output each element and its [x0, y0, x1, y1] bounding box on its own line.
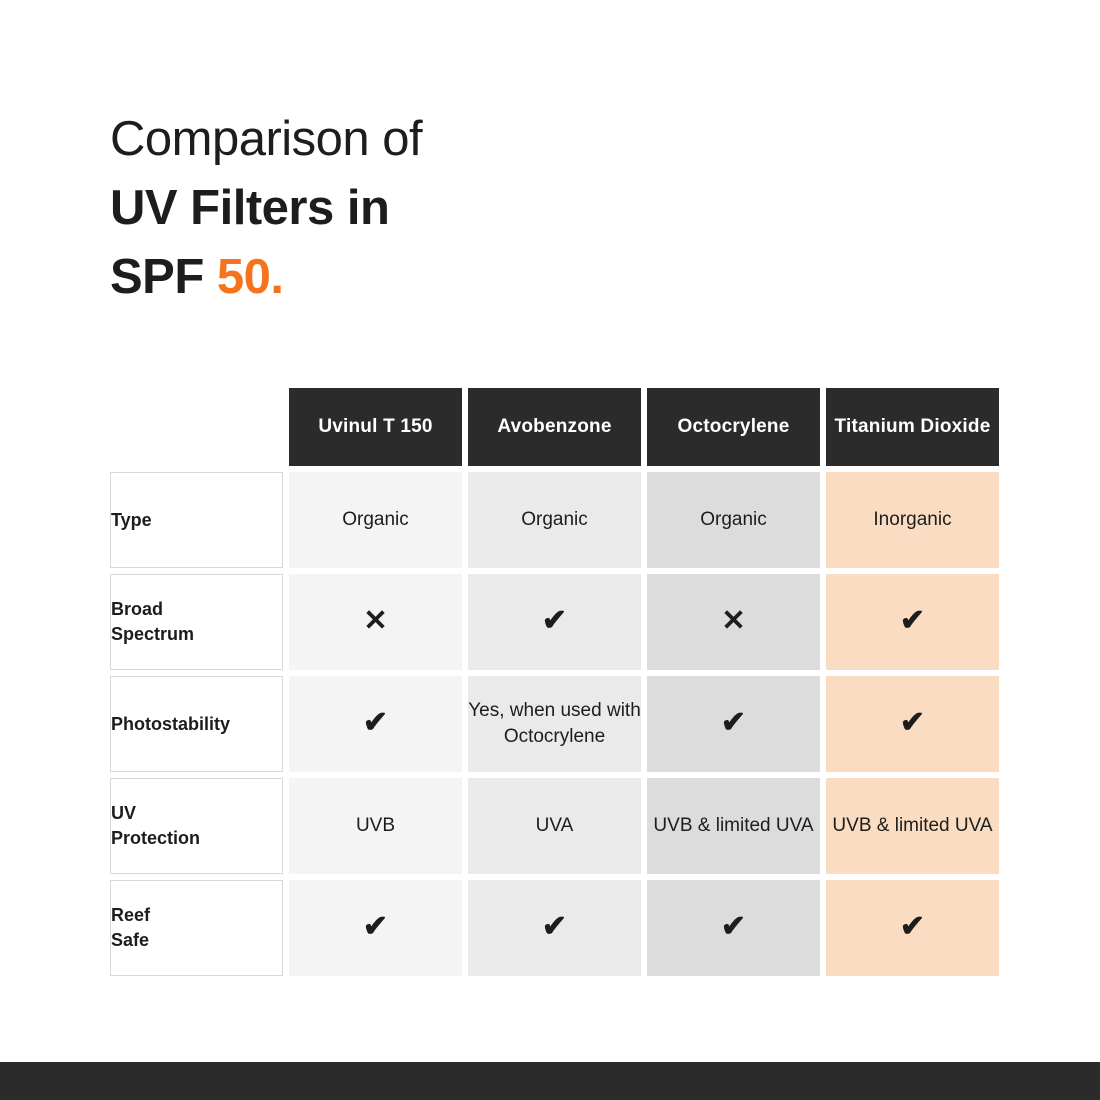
cell-type-avobenzone: Organic: [468, 472, 641, 568]
row-label-line-1: UV: [111, 803, 137, 823]
cell-reef-safe-avobenzone: [468, 880, 641, 976]
row-label-line-2: Protection: [111, 828, 201, 848]
cell-broad-spectrum-uvinul: [289, 574, 462, 670]
table-row: [110, 778, 999, 874]
cell-photostability-octocrylene: [647, 676, 820, 772]
cell-reef-safe-titanium: [826, 880, 999, 976]
cell-broad-spectrum-titanium: [826, 574, 999, 670]
column-header-titanium-dioxide: Titanium Dioxide: [826, 388, 999, 466]
bottom-bar: [0, 1062, 1100, 1100]
check-icon: ✔: [899, 706, 926, 739]
cell-broad-spectrum-octocrylene: [647, 574, 820, 670]
check-icon: ✔: [362, 706, 389, 739]
table-header: [110, 388, 999, 466]
check-icon: ✔: [541, 910, 568, 943]
title-accent-spf-value: 50.: [216, 250, 284, 304]
column-header-octocrylene: Octocrylene: [647, 388, 820, 466]
table-row: [110, 880, 999, 976]
check-icon: ✔: [899, 604, 926, 637]
table-row: [110, 472, 999, 568]
table-row: [110, 574, 999, 670]
cell-reef-safe-uvinul: [289, 880, 462, 976]
cell-photostability-avobenzone: Yes, when used with Octocrylene: [468, 676, 641, 772]
row-label-reef-safe: [110, 880, 283, 976]
comparison-table-wrapper: [110, 388, 999, 976]
row-label-line-1: Reef: [111, 905, 151, 925]
title-line-3: [110, 243, 810, 312]
cell-type-uvinul: Organic: [289, 472, 462, 568]
check-icon: ✔: [899, 910, 926, 943]
row-label-line-2: Safe: [111, 930, 150, 950]
comparison-table: [104, 382, 1005, 982]
cell-uv-protection-avobenzone: UVA: [468, 778, 641, 874]
cell-photostability-titanium: [826, 676, 999, 772]
check-icon: ✔: [720, 706, 747, 739]
check-icon: ✔: [362, 910, 389, 943]
table-body: [110, 472, 999, 976]
column-header-uvinul-t-150: Uvinul T 150: [289, 388, 462, 466]
cell-type-octocrylene: Organic: [647, 472, 820, 568]
cross-icon: ✕: [721, 605, 746, 637]
row-label-uv-protection: [110, 778, 283, 874]
cell-uv-protection-octocrylene: UVB & limited UVA: [647, 778, 820, 874]
table-corner-cell: [110, 388, 283, 466]
title-line-2: UV Filters in: [110, 181, 390, 235]
row-label-broad-spectrum: [110, 574, 283, 670]
check-icon: ✔: [720, 910, 747, 943]
table-header-row: [110, 388, 999, 466]
row-label-line-2: Spectrum: [111, 624, 195, 644]
cell-type-titanium: Inorganic: [826, 472, 999, 568]
row-label-line-1: Broad: [111, 599, 164, 619]
row-label-type: Type: [110, 472, 283, 568]
row-label-photostability: Photostability: [110, 676, 283, 772]
cell-uv-protection-uvinul: UVB: [289, 778, 462, 874]
column-header-avobenzone: Avobenzone: [468, 388, 641, 466]
cell-photostability-uvinul: [289, 676, 462, 772]
title-line-3-prefix: SPF: [110, 250, 217, 304]
cross-icon: ✕: [363, 605, 388, 637]
page-title: [110, 105, 810, 312]
cell-reef-safe-octocrylene: [647, 880, 820, 976]
table-row: [110, 676, 999, 772]
cell-uv-protection-titanium: UVB & limited UVA: [826, 778, 999, 874]
cell-broad-spectrum-avobenzone: [468, 574, 641, 670]
check-icon: ✔: [541, 604, 568, 637]
title-line-1: Comparison of: [110, 112, 423, 166]
